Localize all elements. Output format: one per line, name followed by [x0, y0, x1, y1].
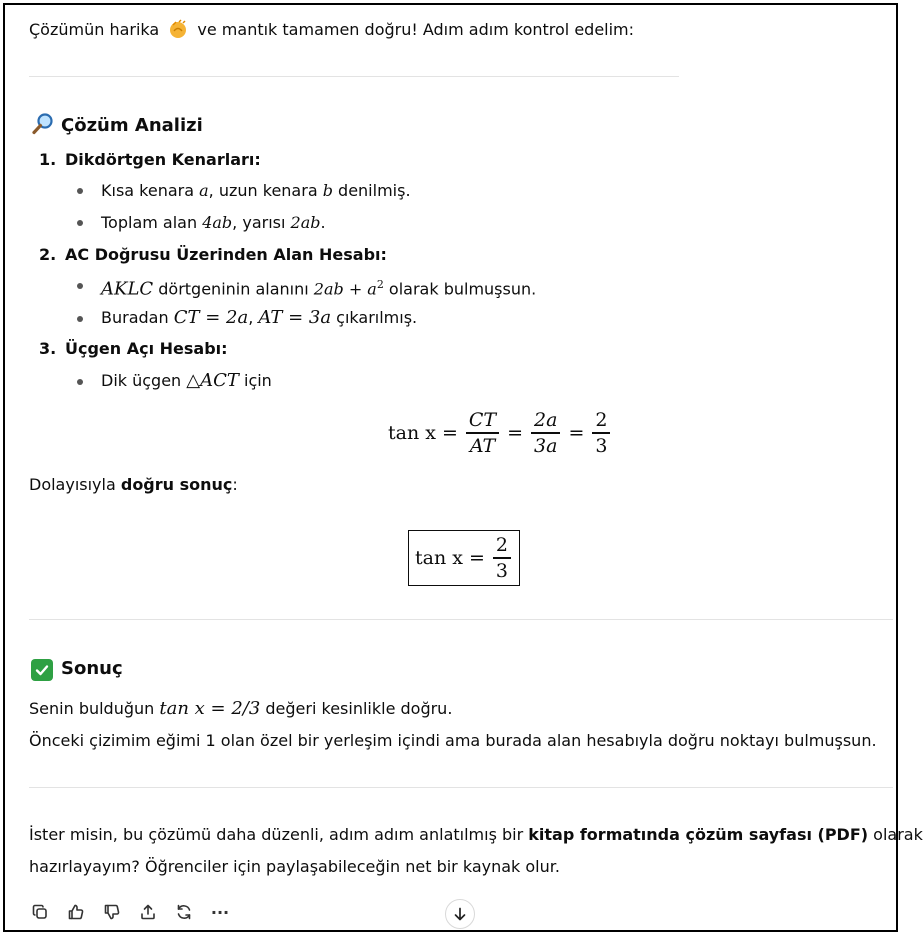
conclusion-line	[29, 474, 238, 496]
numerator: 2	[495, 534, 508, 556]
text: olarak bulmuşsun.	[383, 279, 537, 299]
divider	[29, 787, 893, 788]
text: .	[320, 213, 326, 232]
thumbs-up-icon[interactable]	[65, 901, 87, 923]
scroll-down-icon	[452, 906, 468, 922]
text: Toplam alan	[101, 213, 203, 232]
math: 2ab	[290, 213, 321, 232]
denominator: 3a	[534, 434, 558, 457]
list-item	[101, 370, 272, 392]
display-equation	[388, 408, 612, 458]
fraction	[531, 408, 560, 458]
denominator: 3	[595, 434, 608, 457]
fraction	[466, 408, 499, 458]
text: :	[232, 475, 238, 494]
denominator: 3	[495, 559, 508, 582]
math: 4ab	[202, 213, 233, 232]
equals-sign: =	[468, 546, 485, 569]
math: b	[322, 181, 333, 200]
thumbs-down-icon[interactable]	[101, 901, 123, 923]
text: hazırlayayım? Öğrenciler için paylaşabileceğin net bir kaynak olur.	[29, 857, 560, 876]
result-line-1	[29, 698, 452, 720]
math: tan x = 2/3	[159, 698, 261, 719]
section-label: AC Doğrusu Üzerinden Alan Hesabı:	[65, 245, 387, 264]
bold-text: doğru sonuç	[120, 475, 233, 494]
intro-text: Çözümün harika	[29, 20, 160, 39]
numerator: 2	[595, 409, 608, 431]
bullet-dot	[77, 220, 83, 226]
text: Dik üçgen	[101, 371, 187, 390]
message-toolbar	[29, 901, 249, 923]
text: , yarısı	[232, 213, 291, 232]
tan-function	[388, 422, 436, 444]
text: ,	[248, 308, 259, 327]
text: için	[238, 371, 272, 390]
more-glyph: ···	[210, 902, 230, 922]
clapping-hands-icon	[167, 19, 189, 39]
section-number: 3.	[39, 339, 57, 358]
math: 2ab + a	[313, 279, 377, 299]
equals-sign: =	[507, 421, 524, 444]
regenerate-icon[interactable]	[173, 901, 195, 923]
lhs: tan x	[388, 421, 436, 444]
result-title: Sonuç	[61, 658, 123, 679]
fraction	[493, 533, 511, 583]
list-item	[101, 307, 417, 329]
section-number: 1.	[39, 150, 57, 169]
divider	[29, 619, 893, 620]
offer-line-2	[29, 856, 560, 878]
divider	[29, 76, 679, 77]
list-item	[101, 212, 326, 234]
section-label: Dikdörtgen Kenarları:	[65, 150, 261, 169]
more-icon[interactable]	[209, 901, 231, 923]
boxed-answer	[408, 530, 520, 586]
copy-icon[interactable]	[29, 901, 51, 923]
equals-sign: =	[441, 421, 458, 444]
section-1-heading	[39, 149, 261, 171]
math: a	[199, 181, 209, 200]
numerator: 2a	[534, 409, 558, 431]
section-3-heading	[39, 338, 228, 360]
share-icon[interactable]	[137, 901, 159, 923]
text: Dolayısıyla	[29, 475, 121, 494]
offer-line-1	[29, 824, 923, 846]
text: Senin bulduğun	[29, 699, 160, 718]
intro-line	[29, 19, 634, 41]
text: İster misin, bu çözümü daha düzenli, adım adım anlatılmış bir	[29, 825, 529, 844]
equals-sign: =	[568, 421, 585, 444]
fraction	[592, 408, 610, 458]
text: değeri kesinlikle doğru.	[260, 699, 453, 718]
math: △ACT	[186, 370, 239, 391]
text: olarak	[868, 825, 923, 844]
chat-message	[3, 3, 923, 932]
text: denilmiş.	[332, 181, 411, 200]
analysis-heading	[31, 113, 203, 138]
text: Önceki çizimim eğimi 1 olan özel bir yerleşim içindi ama burada alan hesabıyla doğru noktayı bulmuşsun.	[29, 731, 877, 750]
text: dörtgeninin alanını	[153, 279, 314, 299]
lhs: tan x	[415, 546, 463, 569]
bold-text: kitap formatında çözüm sayfası (PDF)	[528, 825, 869, 844]
section-label: Üçgen Açı Hesabı:	[65, 339, 228, 358]
bullet-dot	[77, 283, 83, 289]
section-2-heading	[39, 244, 387, 266]
bullet-dot	[77, 379, 83, 385]
text: çıkarılmış.	[331, 308, 418, 327]
result-heading	[31, 657, 123, 681]
numerator: CT	[468, 409, 497, 431]
list-item	[101, 274, 536, 300]
bullet-dot	[77, 316, 83, 322]
magnifier-icon	[31, 113, 55, 135]
intro-text-rest: ve mantık tamamen doğru! Adım adım kontrol edelim:	[197, 20, 635, 39]
list-item	[101, 180, 411, 202]
text: Kısa kenara	[101, 181, 200, 200]
analysis-title: Çözüm Analizi	[61, 115, 203, 136]
math: AT = 3a	[258, 307, 332, 328]
check-mark-icon	[31, 659, 53, 681]
denominator: AT	[469, 434, 496, 457]
bullet-dot	[77, 188, 83, 194]
section-number: 2.	[39, 245, 57, 264]
result-line-2	[29, 730, 877, 752]
text: Buradan	[101, 308, 174, 327]
math: CT = 2a	[173, 307, 249, 328]
math-superscript: 2	[376, 278, 384, 291]
math: AKLC	[101, 278, 154, 300]
scroll-down-button[interactable]	[445, 899, 475, 929]
text: , uzun kenara	[208, 181, 323, 200]
